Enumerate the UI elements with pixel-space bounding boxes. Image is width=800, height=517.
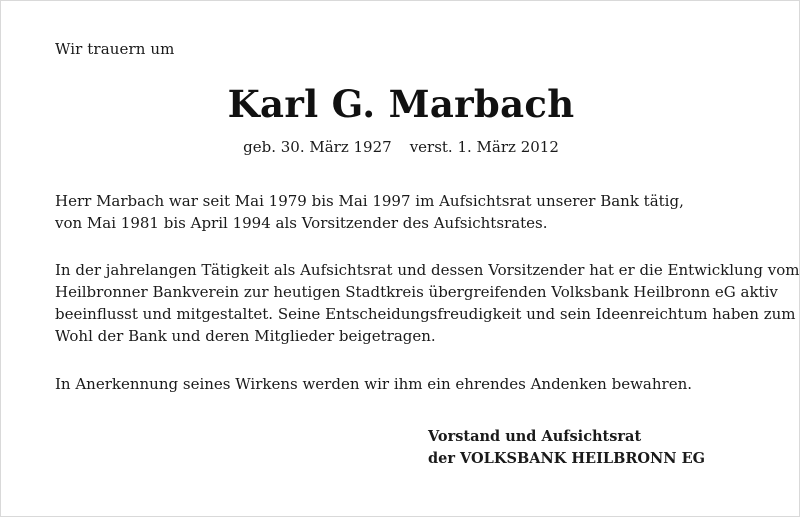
death-date: verst. 1. März 2012 — [409, 138, 559, 156]
paragraph-contribution — [55, 259, 800, 347]
signature-line-2: der VOLKSBANK HEILBRONN EG — [428, 450, 706, 467]
paragraph-line: Wohl der Bank und deren Mitglieder beigetragen. — [55, 327, 436, 345]
deceased-name: Karl G. Marbach — [227, 82, 575, 126]
paragraph-line: Herr Marbach war seit Mai 1979 bis Mai 1997 im Aufsichtsrat unserer Bank tätig, — [55, 192, 684, 210]
paragraph-line: In der jahrelangen Tätigkeit als Aufsichtsrat und dessen Vorsitzender hat er die Entwicklung vom — [55, 261, 800, 279]
paragraph-tenure — [55, 190, 755, 234]
intro-text: Wir trauern um — [55, 40, 175, 58]
paragraph-line: von Mai 1981 bis April 1994 als Vorsitzender des Aufsichtsrates. — [55, 214, 548, 232]
paragraph-line: Heilbronner Bankverein zur heutigen Stadtkreis übergreifenden Volksbank Heilbronn eG aktiv — [55, 283, 778, 301]
signature-block — [428, 426, 705, 470]
paragraph-line: beeinflusst und mitgestaltet. Seine Entscheidungsfreudigkeit und sein Ideenreichtum haben zum — [55, 305, 796, 323]
paragraph-remembrance — [55, 373, 755, 395]
life-dates — [1, 137, 800, 157]
birth-date: geb. 30. März 1927 — [243, 138, 392, 156]
paragraph-line: In Anerkennung seines Wirkens werden wir ihm ein ehrendes Andenken bewahren. — [55, 375, 693, 393]
signature-line-1: Vorstand und Aufsichtsrat — [428, 428, 642, 445]
